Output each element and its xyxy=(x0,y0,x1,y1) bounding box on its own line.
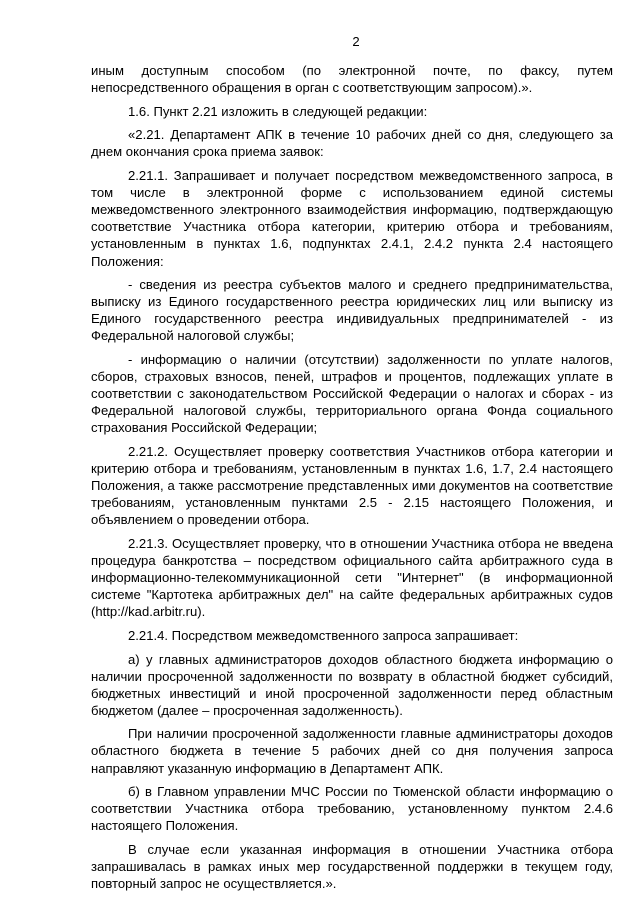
paragraph-clause-2-21-3: 2.21.3. Осуществляет проверку, что в отношении Участника отбора не введена процедура банкротства – посредством официального сайта арбитражного суда в информационно-телекоммуникационной сети "Интернет" (в информационной системе "Картотека арбитражных дел" на сайте федеральных арбитражных судов (http://kad.arbitr.ru). xyxy=(91,535,613,620)
paragraph-list-item-tax-debt: - информацию о наличии (отсутствии) задолженности по уплате налогов, сборов, страховых взносов, пеней, штрафов и процентов, подлежащих уплате в соответствии с законодательством Российской Федерации о налогах и сборах - из Федеральной налоговой службы, территориального органа Фонда социального страхования Российской Федерации; xyxy=(91,352,613,436)
paragraph-list-item-registry: - сведения из реестра субъектов малого и среднего предпринимательства, выписку из Единого государственного реестра юридических лиц или выписку из Единого государственного реестра индивидуальных предпринимателей - из Федеральной налоговой службы; xyxy=(91,277,613,344)
paragraph-clause-2-21-4: 2.21.4. Посредством межведомственного запроса запрашивает: xyxy=(128,627,519,643)
page-number: 2 xyxy=(352,34,360,49)
paragraph-continuation: иным доступным способом (по электронной почте, по факсу, путем непосредственного обращения в орган с соответствующим запросом).». xyxy=(91,63,613,96)
paragraph-repeat-request: В случае если указанная информация в отношении Участника отбора запрашивалась в рамках иных мер государственной поддержки в текущем году, повторный запрос не осуществляется.». xyxy=(91,841,613,892)
paragraph-clause-2-21-1: 2.21.1. Запрашивает и получает посредством межведомственного запроса, в том числе в электронной форме с использованием единой системы межведомственного электронного взаимодействия информацию, подтверждающую соответствие Участника отбора категории, критерию отбора и требованиям, установленным в пунктах 1.6, подпунктах 2.4.1, 2.4.2 пункта 2.4 настоящего Положения: xyxy=(91,168,613,269)
paragraph-subitem-a: а) у главных администраторов доходов областного бюджета информацию о наличии просроченной задолженности по возврату в областной бюджет субсидий, бюджетных инвестиций и иной просроченной задолженности перед областным бюджетом (далее – просроченная задолженность). xyxy=(91,651,613,718)
paragraph-item-1-6: 1.6. Пункт 2.21 изложить в следующей редакции: xyxy=(128,103,428,119)
paragraph-subitem-b: б) в Главном управлении МЧС России по Тюменской области информацию о соответствии Участника отбора требованию, установленному пунктом 2.4.6 настоящего Положения. xyxy=(91,784,613,834)
paragraph-clause-2-21-2: 2.21.2. Осуществляет проверку соответствия Участников отбора категории и критерию отбора и требованиям, установленным в пунктах 1.6, 1.7, 2.4 настоящего Положения, а также рассмотрение представленных ими документов на соответствие требованиям, установленным пунктами 2.5 - 2.15 настоящего Положения, и объявлением о проведении отбора. xyxy=(91,443,613,528)
paragraph-clause-2-21: «2.21. Департамент АПК в течение 10 рабочих дней со дня, следующего за днем окончания срока приема заявок: xyxy=(91,127,613,160)
paragraph-overdue-debt: При наличии просроченной задолженности главные администраторы доходов областного бюджета в течение 5 рабочих дней со дня получения запроса направляют указанную информацию в Департамент АПК. xyxy=(91,726,613,776)
